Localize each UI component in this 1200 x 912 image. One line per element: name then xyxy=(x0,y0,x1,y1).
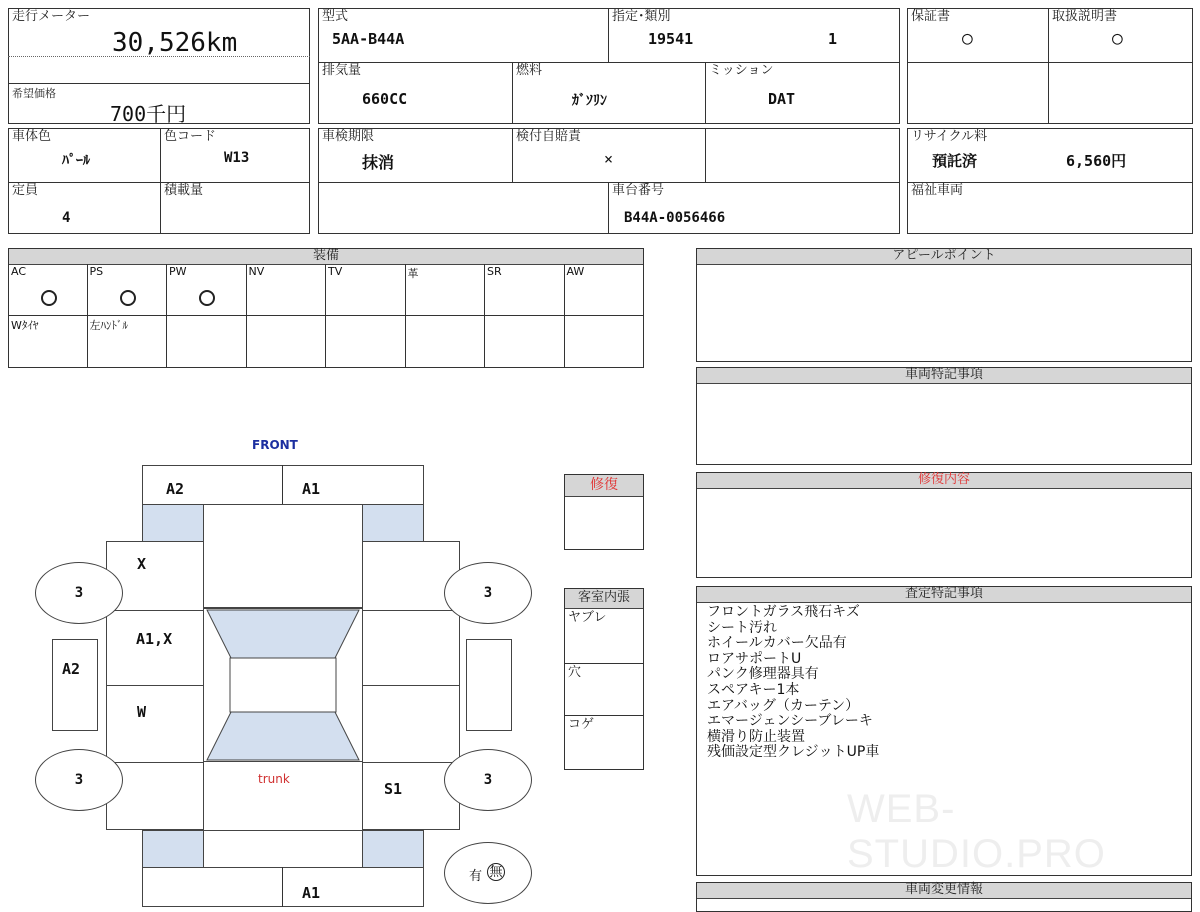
equipment-row2-cell-1 xyxy=(88,316,168,368)
mission-label: ミッション xyxy=(709,63,774,78)
designation-label: 指定･類別 xyxy=(612,9,671,24)
equipment-row1-label-6: SR xyxy=(487,265,502,278)
interior-row-1: ヤブレ xyxy=(568,610,607,625)
front-bumper xyxy=(142,465,424,505)
insurance-value: × xyxy=(604,150,614,168)
tire-rear-left: 3 xyxy=(35,749,123,811)
equipment-row1-label-7: AW xyxy=(566,265,585,278)
equipment-row2-cell-4 xyxy=(326,316,406,368)
changes-title: 車両変更情報 xyxy=(697,883,1191,899)
model-divider xyxy=(318,62,900,63)
special-notes-panel xyxy=(696,367,1192,465)
spare-no: 無 xyxy=(487,863,505,881)
assessment-line: シート汚れ xyxy=(707,619,777,636)
color-code-label: 色コード xyxy=(164,129,217,144)
assessment-line: エアバッグ（カーテン） xyxy=(707,697,860,714)
equipment-row1-label-1: PS xyxy=(89,265,104,278)
inspection-hline xyxy=(318,182,900,183)
appeal-title: アピールポイント xyxy=(697,249,1191,265)
warranty-label: 保証書 xyxy=(911,9,951,24)
tire-front-left: 3 xyxy=(35,562,123,624)
inspection-value: 抹消 xyxy=(362,153,395,172)
equipment-row1-cell-6 xyxy=(485,264,565,316)
displacement-value: 660CC xyxy=(362,90,408,108)
inspection-vline3 xyxy=(608,182,609,234)
equipment-row1-cell-2 xyxy=(167,264,247,316)
interior-row-3: コゲ xyxy=(568,717,595,732)
watermark: WEB-STUDIO.PRO xyxy=(847,787,1106,876)
body-color-label: 車体色 xyxy=(12,129,52,144)
repair-label: 修復 xyxy=(565,475,643,497)
designation-value2: 1 xyxy=(828,30,838,48)
model-label: 型式 xyxy=(322,9,349,24)
interior-hline2 xyxy=(565,715,643,716)
model-value: 5AA-B44A xyxy=(332,30,405,48)
rear-panel xyxy=(203,830,363,868)
equipment-row1-label-5: 革 xyxy=(407,267,419,280)
equipment-row1-cell-1 xyxy=(88,264,168,316)
tire-rear-right: 3 xyxy=(444,749,532,811)
displacement-label: 排気量 xyxy=(322,63,362,78)
equipment-row2-cell-5 xyxy=(406,316,486,368)
body-color-value: ﾊﾟｰﾙ xyxy=(62,153,90,169)
assessment-line: ロアサポートU xyxy=(707,650,802,667)
shade-bottom-right xyxy=(362,830,424,868)
equipment-row1-mark-0 xyxy=(41,290,57,306)
assessment-line: パンク修理器具有 xyxy=(707,666,819,683)
equipment-row2-cell-3 xyxy=(247,316,327,368)
front-label: FRONT xyxy=(252,438,298,452)
left-side-sill xyxy=(52,639,98,731)
equipment-row1-cell-4 xyxy=(326,264,406,316)
spare-tire-indicator xyxy=(444,842,532,904)
left-front-door xyxy=(106,610,204,686)
left-rear-door xyxy=(106,685,204,763)
equipment-row2-cell-7 xyxy=(565,316,645,368)
equipment-row2-cell-0 xyxy=(8,316,88,368)
assessment-line: フロントガラス飛石キズ xyxy=(707,604,860,620)
warranty-box xyxy=(907,8,1193,124)
shade-top-left xyxy=(142,504,204,542)
equipment-row2-cell-2 xyxy=(167,316,247,368)
insurance-label: 検付自賠責 xyxy=(516,129,582,144)
rear-bumper xyxy=(142,867,424,907)
load-label: 積載量 xyxy=(164,183,204,198)
spare-yes: 有 xyxy=(469,869,483,884)
appeal-panel xyxy=(696,248,1192,362)
model-vline1 xyxy=(608,8,609,62)
repair-details-panel xyxy=(696,472,1192,578)
mileage-divider xyxy=(8,83,310,84)
recycle-amount: 6,560円 xyxy=(1066,152,1127,170)
assessment-line: エマージェンシーブレーキ xyxy=(707,713,873,730)
equipment-row1-label-4: TV xyxy=(328,265,343,278)
interior-row-2: 穴 xyxy=(568,665,582,680)
designation-value1: 19541 xyxy=(648,30,694,48)
color-box xyxy=(8,128,310,234)
mark-left-front-door: X xyxy=(137,555,147,573)
price-label: 希望価格 xyxy=(12,87,56,100)
warranty-value: ○ xyxy=(962,28,973,49)
shade-top-right xyxy=(362,504,424,542)
front-bumper-split xyxy=(282,465,283,505)
right-rear-door xyxy=(362,685,460,763)
mileage-label: 走行メーター xyxy=(12,9,91,24)
recycle-label: リサイクル料 xyxy=(911,129,988,144)
mileage-value: 30,526km xyxy=(112,28,238,58)
inspection-vline2 xyxy=(705,128,706,182)
equipment-row1-mark-1 xyxy=(120,290,136,306)
chassis-value: B44A-0056466 xyxy=(624,210,726,226)
repair-box xyxy=(564,474,644,550)
assessment-line: スペアキー1本 xyxy=(707,681,800,698)
right-side-sill xyxy=(466,639,512,731)
fuel-value: ｶﾞｿﾘﾝ xyxy=(572,93,607,109)
equipment-title: 装備 xyxy=(9,249,644,265)
fuel-label: 燃料 xyxy=(516,63,543,78)
equipment-row2-cell-6 xyxy=(485,316,565,368)
equipment-row2-label-1: 左ﾊﾝﾄﾞﾙ xyxy=(89,319,128,332)
windshield-glass xyxy=(203,608,363,762)
equipment-row1-label-0: AC xyxy=(11,265,27,278)
mark-front-left: A2 xyxy=(166,480,185,498)
price-value: 700千円 xyxy=(110,102,187,126)
welfare-label: 福祉車両 xyxy=(911,183,964,198)
mark-rear-bottom: A1 xyxy=(302,884,321,902)
equipment-row1-label-2: PW xyxy=(169,265,187,278)
equipment-row1-cell-3 xyxy=(247,264,327,316)
interior-label: 客室内張 xyxy=(565,589,643,609)
equipment-row1-label-3: NV xyxy=(248,265,265,278)
assessment-line: 残価設定型クレジットUP車 xyxy=(707,744,880,761)
warranty-hline xyxy=(907,62,1193,63)
capacity-label: 定員 xyxy=(12,183,39,198)
equipment-row1-cell-0 xyxy=(8,264,88,316)
color-code-value: W13 xyxy=(224,150,250,166)
mark-rear-right: S1 xyxy=(384,780,403,798)
tire-front-right: 3 xyxy=(444,562,532,624)
assessment-title: 査定特記事項 xyxy=(697,587,1191,603)
chassis-label: 車台番号 xyxy=(612,183,665,198)
manual-label: 取扱説明書 xyxy=(1052,9,1118,24)
capacity-value: 4 xyxy=(62,210,71,226)
assessment-panel xyxy=(696,586,1192,876)
hood xyxy=(203,504,363,608)
interior-box xyxy=(564,588,644,770)
equipment-row1-mark-2 xyxy=(199,290,215,306)
rear-bumper-split xyxy=(282,867,283,907)
trunk-label: trunk xyxy=(258,772,290,786)
mark-left-side: A2 xyxy=(62,660,81,678)
mark-left-mid: A1,X xyxy=(136,630,173,648)
color-vline xyxy=(160,128,161,234)
assessment-line: 横滑り防止装置 xyxy=(707,728,805,745)
manual-value: ○ xyxy=(1112,28,1123,49)
equipment-row1-cell-5 xyxy=(406,264,486,316)
equipment-row1-cell-7 xyxy=(565,264,645,316)
assessment-line: ホイールカバー欠品有 xyxy=(707,635,847,652)
model-vline3 xyxy=(705,62,706,124)
recycle-status: 預託済 xyxy=(932,152,978,170)
shade-bottom-left xyxy=(142,830,204,868)
assessment-lines xyxy=(707,605,879,761)
mark-front-right: A1 xyxy=(302,480,321,498)
color-hline xyxy=(8,182,310,183)
equipment-row2-label-0: Wﾀｲﾔ xyxy=(11,319,39,332)
mark-left-rear: W xyxy=(137,703,147,721)
mission-value: DAT xyxy=(768,90,796,108)
inspection-box xyxy=(318,128,900,234)
warranty-vline xyxy=(1048,8,1049,124)
inspection-label: 車検期限 xyxy=(322,129,375,144)
special-notes-title: 車両特記事項 xyxy=(697,368,1191,384)
repair-details-title: 修復内容 xyxy=(697,473,1191,489)
model-vline2 xyxy=(512,62,513,124)
inspection-vline1 xyxy=(512,128,513,182)
interior-hline1 xyxy=(565,663,643,664)
changes-panel xyxy=(696,882,1192,912)
right-front-door xyxy=(362,610,460,686)
